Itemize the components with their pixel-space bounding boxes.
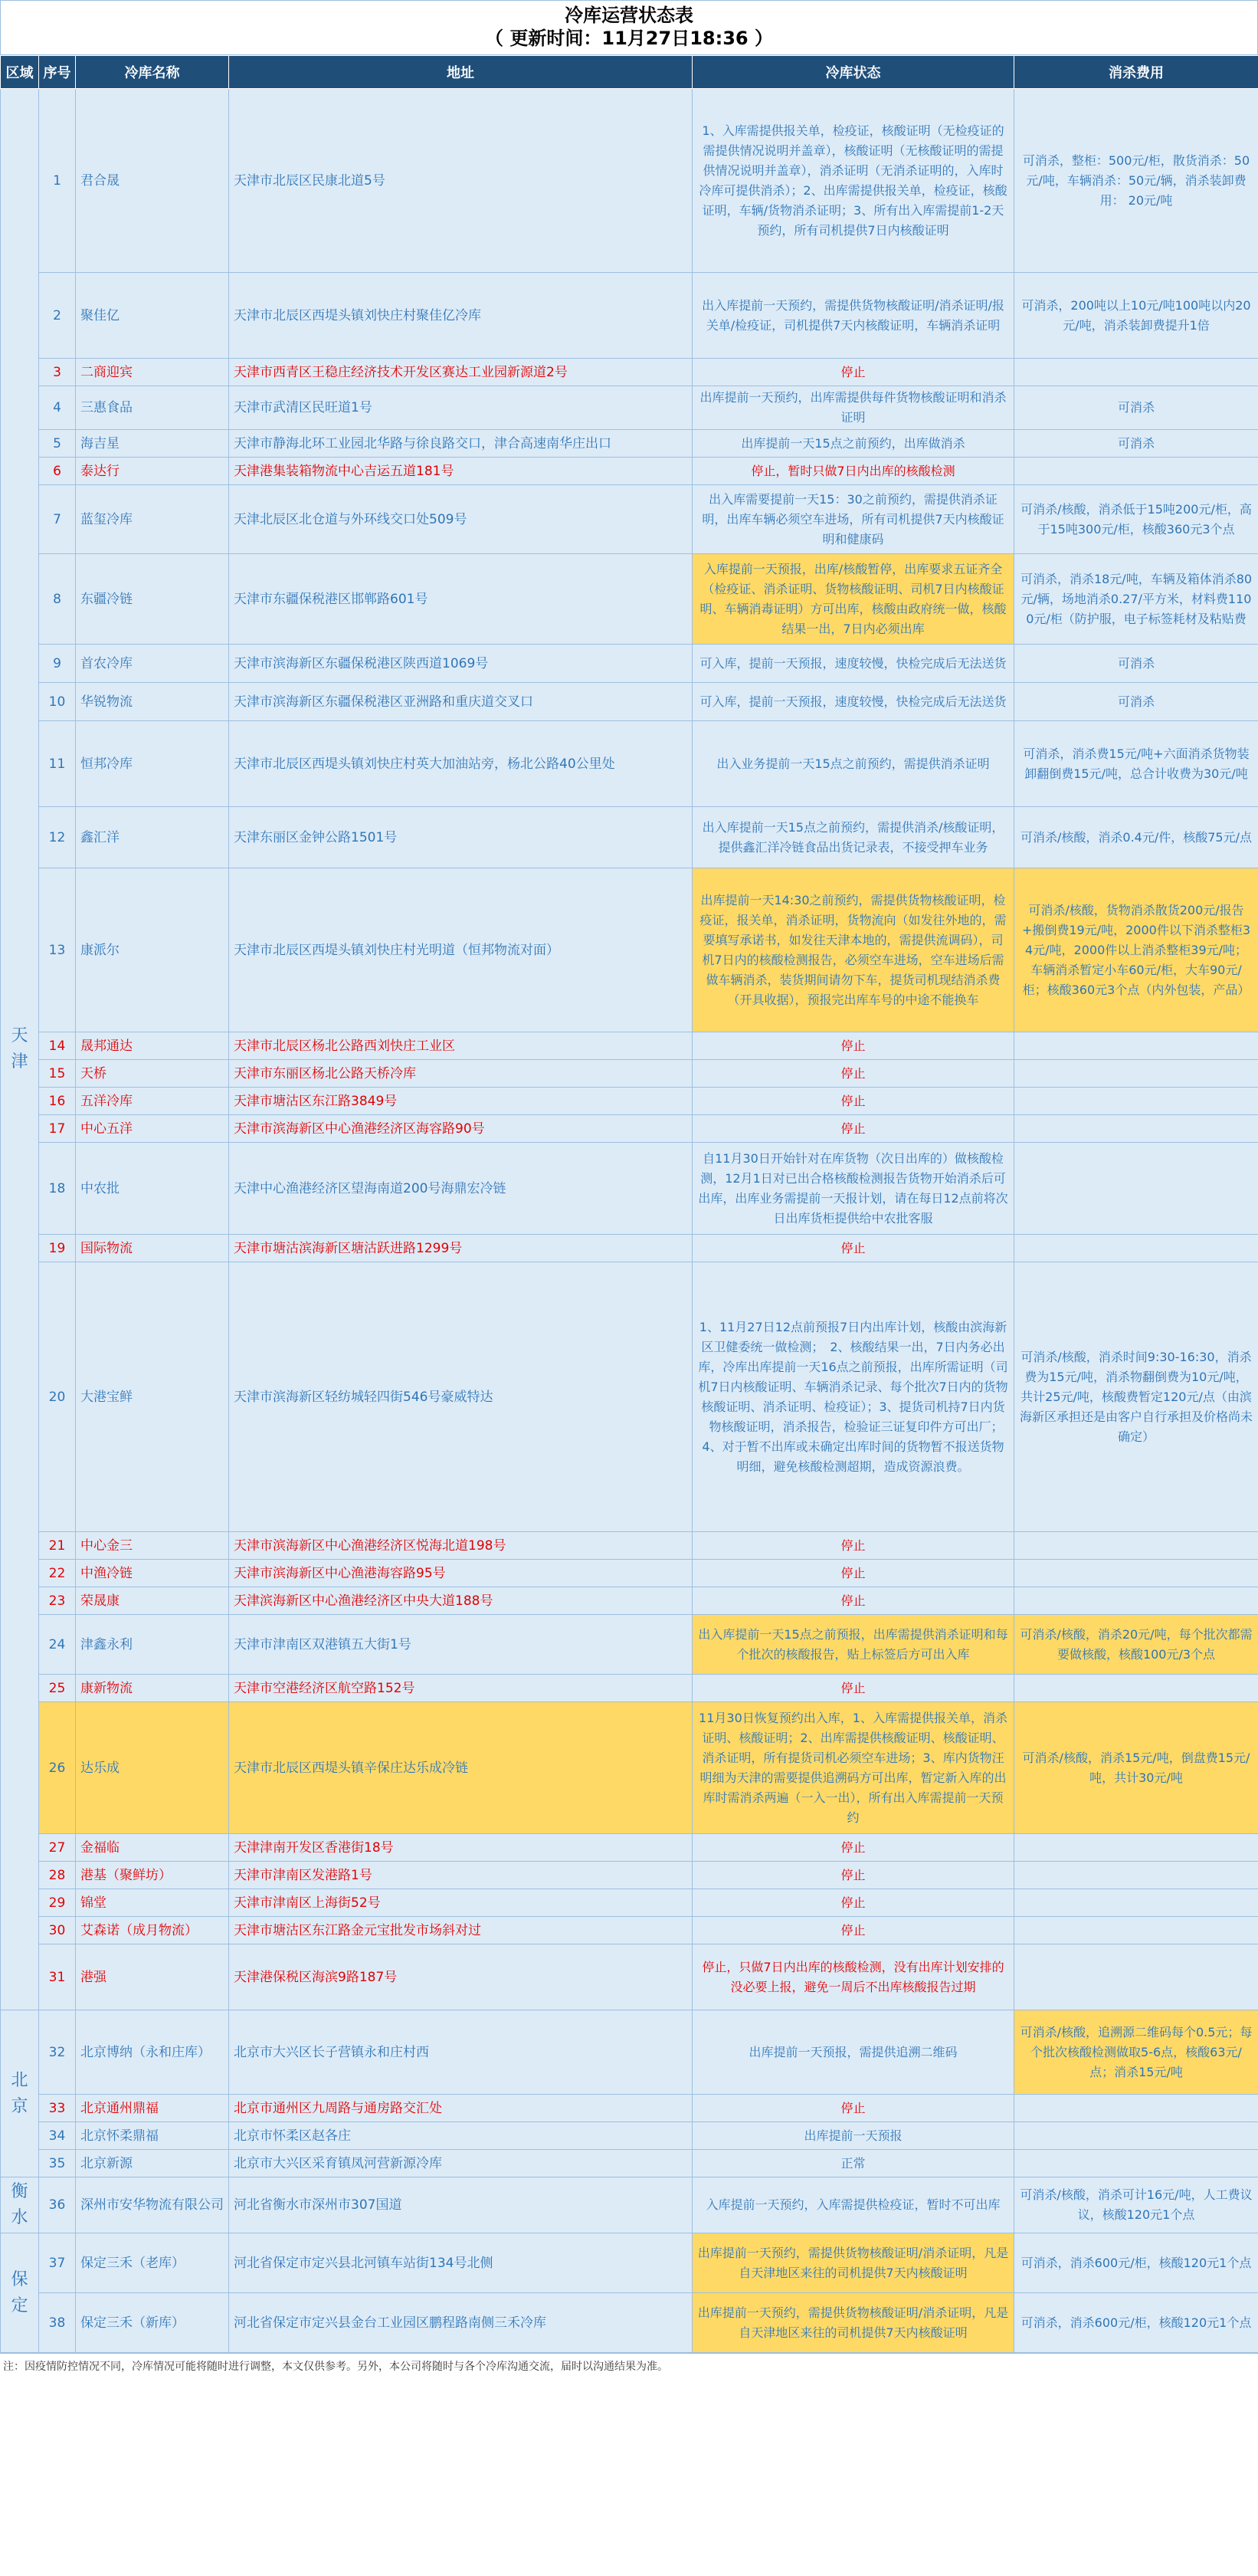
storage-name: 鑫汇洋 xyxy=(76,807,229,868)
storage-name: 达乐成 xyxy=(76,1702,229,1834)
table-row xyxy=(1,2122,1258,2150)
region-char: 衡 xyxy=(11,2182,28,2201)
row-number: 23 xyxy=(39,1587,76,1615)
storage-address: 天津市津南区发港路1号 xyxy=(229,1862,693,1889)
row-number: 15 xyxy=(39,1060,76,1088)
row-number: 6 xyxy=(39,458,76,485)
table-row xyxy=(1,1834,1258,1862)
table-row xyxy=(1,2150,1258,2177)
row-number: 19 xyxy=(39,1235,76,1262)
row-number: 2 xyxy=(39,273,76,359)
storage-name: 康派尔 xyxy=(76,868,229,1032)
table-row xyxy=(1,1917,1258,1944)
storage-address: 天津市津南区上海街52号 xyxy=(229,1889,693,1917)
storage-name: 首农冷库 xyxy=(76,645,229,683)
storage-status: 1、11月27日12点前预报7日内出库计划，核酸由滨海新区卫健委统一做检测； 2、核酸结果一出，7日内务必出库，冷库出库提前一天16点之前预报，出库所需证明（司机7日内核酸证明、车辆消杀记录、每个批次7日内的货物核酸证明、消杀证明、检疫证）；3、提货司机持7日内货物核酸证明，消杀报告，检验证三证复印件方可出厂； 4、对于暂不出库或未确定出库时间的货物暂不报送货物明细，避免核酸检测超期，造成资源浪费。 xyxy=(693,1262,1014,1532)
storage-name: 华锐物流 xyxy=(76,683,229,721)
storage-address: 天津市滨海新区中心渔港海容路95号 xyxy=(229,1560,693,1587)
storage-address: 天津市北辰区杨北公路西刘快庄工业区 xyxy=(229,1032,693,1060)
storage-address: 天津中心渔港经济区望海南道200号海鼎宏冷链 xyxy=(229,1143,693,1235)
row-number: 35 xyxy=(39,2150,76,2177)
row-number: 36 xyxy=(39,2177,76,2233)
row-number: 1 xyxy=(39,89,76,273)
row-number: 28 xyxy=(39,1862,76,1889)
storage-status: 出入业务提前一天15点之前预约，需提供消杀证明 xyxy=(693,721,1014,807)
disinfection-fee xyxy=(1014,1889,1258,1917)
table-row xyxy=(1,1088,1258,1115)
table-row xyxy=(1,645,1258,683)
table-row xyxy=(1,430,1258,458)
page-title: 冷库运营状态表 xyxy=(565,5,693,26)
disinfection-fee xyxy=(1014,359,1258,386)
storage-status: 出库提前一天预约，需提供货物核酸证明/消杀证明，凡是自天津地区来往的司机提供7天内核酸证明 xyxy=(693,2293,1014,2353)
row-number: 24 xyxy=(39,1615,76,1675)
cold-storage-table xyxy=(0,55,1258,2353)
row-number: 31 xyxy=(39,1944,76,2010)
storage-name: 锦堂 xyxy=(76,1889,229,1917)
row-number: 29 xyxy=(39,1889,76,1917)
storage-status: 停止，暂时只做7日内出库的核酸检测 xyxy=(693,458,1014,485)
storage-status: 停止，只做7日内出库的核酸检测，没有出库计划安排的没必要上报，避免一周后不出库核酸报告过期 xyxy=(693,1944,1014,2010)
row-number: 38 xyxy=(39,2293,76,2353)
storage-name: 津鑫永利 xyxy=(76,1615,229,1675)
storage-name: 国际物流 xyxy=(76,1235,229,1262)
storage-name: 北京怀柔鼎福 xyxy=(76,2122,229,2150)
disinfection-fee: 可消杀/核酸，消杀可计16元/吨，人工费议议，核酸120元1个点 xyxy=(1014,2177,1258,2233)
storage-name: 中渔冷链 xyxy=(76,1560,229,1587)
region-cell xyxy=(1,2177,39,2233)
table-row xyxy=(1,359,1258,386)
table-row xyxy=(1,1115,1258,1143)
storage-status: 正常 xyxy=(693,2150,1014,2177)
storage-name: 中农批 xyxy=(76,1143,229,1235)
storage-name: 中心金三 xyxy=(76,1532,229,1560)
table-row xyxy=(1,1862,1258,1889)
storage-name: 海吉星 xyxy=(76,430,229,458)
storage-address: 天津滨海新区中心渔港经济区中央大道188号 xyxy=(229,1587,693,1615)
storage-address: 天津北辰区北仓道与外环线交口处509号 xyxy=(229,485,693,554)
disinfection-fee: 可消杀 xyxy=(1014,683,1258,721)
storage-status: 停止 xyxy=(693,1834,1014,1862)
table-row xyxy=(1,1560,1258,1587)
storage-address: 天津市塘沽滨海新区塘沽跃进路1299号 xyxy=(229,1235,693,1262)
disinfection-fee: 可消杀 xyxy=(1014,645,1258,683)
footnote: 注：因疫情防控情况不同，冷库情况可能将随时进行调整，本文仅供参考。另外，本公司将随时与各个冷库沟通交流，届时以沟通结果为准。 xyxy=(0,2353,1258,2378)
table-row xyxy=(1,1615,1258,1675)
disinfection-fee: 可消杀/核酸，货物消杀散货200元/报告+搬倒费19元/吨，2000件以下消杀整柜34元/吨，2000件以上消杀整柜39元/吨；车辆消杀暂定小车60元/柜，大车90元/柜；核酸360元3个点（内外包装，产品） xyxy=(1014,868,1258,1032)
storage-name: 保定三禾（老库） xyxy=(76,2233,229,2293)
storage-name: 泰达行 xyxy=(76,458,229,485)
region-cell xyxy=(1,2010,39,2177)
table-row xyxy=(1,2010,1258,2095)
storage-status: 停止 xyxy=(693,1532,1014,1560)
storage-status: 出入库提前一天15点之前预约，需提供消杀/核酸证明，提供鑫汇洋冷链食品出货记录表，不接受押车业务 xyxy=(693,807,1014,868)
row-number: 27 xyxy=(39,1834,76,1862)
disinfection-fee: 可消杀，消杀600元/柜，核酸120元1个点 xyxy=(1014,2233,1258,2293)
row-number: 34 xyxy=(39,2122,76,2150)
region-cell xyxy=(1,89,39,2010)
storage-status: 停止 xyxy=(693,1235,1014,1262)
table-row xyxy=(1,1235,1258,1262)
storage-address: 天津市西青区王稳庄经济技术开发区赛达工业园新源道2号 xyxy=(229,359,693,386)
storage-status: 自11月30日开始针对在库货物（次日出库的）做核酸检测，12月1日对已出合格核酸检测报告货物开始消杀后可出库，出库业务需提前一天报计划，请在每日12点前将次日出库货柜提供给中农批客服 xyxy=(693,1143,1014,1235)
storage-status: 可入库，提前一天预报，速度较慢，快检完成后无法送货 xyxy=(693,645,1014,683)
row-number: 17 xyxy=(39,1115,76,1143)
storage-name: 恒邦冷库 xyxy=(76,721,229,807)
row-number: 18 xyxy=(39,1143,76,1235)
storage-name: 三惠食品 xyxy=(76,386,229,430)
disinfection-fee: 可消杀 xyxy=(1014,430,1258,458)
table-row xyxy=(1,1532,1258,1560)
storage-name: 北京通州鼎福 xyxy=(76,2095,229,2122)
table-row xyxy=(1,2293,1258,2353)
table-row xyxy=(1,554,1258,645)
storage-address: 北京市怀柔区赵各庄 xyxy=(229,2122,693,2150)
storage-address: 天津市北辰区西堤头镇刘快庄村英大加油站旁，杨北公路40公里处 xyxy=(229,721,693,807)
region-char: 天 xyxy=(11,1026,28,1045)
disinfection-fee xyxy=(1014,1060,1258,1088)
table-row xyxy=(1,807,1258,868)
update-time: （ 更新时间：11月27日18:36 ） xyxy=(485,28,773,49)
storage-name: 金福临 xyxy=(76,1834,229,1862)
storage-address: 天津市滨海新区中心渔港经济区悦海北道198号 xyxy=(229,1532,693,1560)
disinfection-fee xyxy=(1014,2095,1258,2122)
storage-address: 天津市北辰区民康北道5号 xyxy=(229,89,693,273)
disinfection-fee: 可消杀，200吨以上10元/吨100吨以内20元/吨，消杀装卸费提升1倍 xyxy=(1014,273,1258,359)
header-region: 区域 xyxy=(1,56,39,89)
row-number: 9 xyxy=(39,645,76,683)
row-number: 30 xyxy=(39,1917,76,1944)
table-row xyxy=(1,386,1258,430)
region-cell xyxy=(1,2233,39,2353)
row-number: 20 xyxy=(39,1262,76,1532)
storage-address: 天津津南开发区香港街18号 xyxy=(229,1834,693,1862)
table-row xyxy=(1,1675,1258,1702)
storage-name: 中心五洋 xyxy=(76,1115,229,1143)
disinfection-fee: 可消杀，消杀费15元/吨+六面消杀货物装卸翻倒费15元/吨，总合计收费为30元/吨 xyxy=(1014,721,1258,807)
header-address: 地址 xyxy=(229,56,693,89)
table-row xyxy=(1,1702,1258,1834)
disinfection-fee: 可消杀/核酸，追溯源二维码每个0.5元；每个批次核酸检测做取5-6点，核酸63元/点；消杀15元/吨 xyxy=(1014,2010,1258,2095)
storage-address: 北京市通州区九周路与通房路交汇处 xyxy=(229,2095,693,2122)
table-row xyxy=(1,683,1258,721)
storage-status: 停止 xyxy=(693,1032,1014,1060)
storage-name: 蓝玺冷库 xyxy=(76,485,229,554)
storage-status: 出入库提前一天预约，需提供货物核酸证明/消杀证明/报关单/检疫证，司机提供7天内核酸证明，车辆消杀证明 xyxy=(693,273,1014,359)
row-number: 37 xyxy=(39,2233,76,2293)
disinfection-fee: 可消杀/核酸，消杀低于15吨200元/柜，高于15吨300元/柜，核酸360元3个点 xyxy=(1014,485,1258,554)
table-row xyxy=(1,1587,1258,1615)
header-status: 冷库状态 xyxy=(693,56,1014,89)
disinfection-fee: 可消杀，消杀18元/吨，车辆及箱体消杀80元/辆，场地消杀0.27/平方米，材料费1100元/柜（防护服，电子标签耗材及粘贴费 xyxy=(1014,554,1258,645)
row-number: 33 xyxy=(39,2095,76,2122)
row-number: 4 xyxy=(39,386,76,430)
storage-status: 出库提前一天预约，需提供货物核酸证明/消杀证明，凡是自天津地区来往的司机提供7天内核酸证明 xyxy=(693,2233,1014,2293)
table-row xyxy=(1,89,1258,273)
table-row xyxy=(1,1060,1258,1088)
storage-status: 停止 xyxy=(693,359,1014,386)
table-row xyxy=(1,1143,1258,1235)
row-number: 3 xyxy=(39,359,76,386)
storage-address: 天津港集装箱物流中心吉运五道181号 xyxy=(229,458,693,485)
disinfection-fee xyxy=(1014,1675,1258,1702)
disinfection-fee xyxy=(1014,458,1258,485)
storage-status: 出入库需要提前一天15：30之前预约，需提供消杀证明，出库车辆必须空车进场，所有司机提供7天内核酸证明和健康码 xyxy=(693,485,1014,554)
disinfection-fee: 可消杀/核酸，消杀20元/吨，每个批次都需要做核酸，核酸100元/3个点 xyxy=(1014,1615,1258,1675)
row-number: 22 xyxy=(39,1560,76,1587)
storage-name: 艾森诺（成月物流） xyxy=(76,1917,229,1944)
storage-status: 入库提前一天预约，入库需提供检疫证，暂时不可出库 xyxy=(693,2177,1014,2233)
storage-status: 停止 xyxy=(693,1115,1014,1143)
storage-status: 出库提前一天15点之前预约，出库做消杀 xyxy=(693,430,1014,458)
disinfection-fee: 可消杀，整柜：500元/柜，散货消杀：50元/吨，车辆消杀：50元/辆，消杀装卸费用： 20元/吨 xyxy=(1014,89,1258,273)
row-number: 25 xyxy=(39,1675,76,1702)
disinfection-fee: 可消杀/核酸，消杀0.4元/件，核酸75元/点 xyxy=(1014,807,1258,868)
storage-address: 天津市津南区双港镇五大街1号 xyxy=(229,1615,693,1675)
storage-address: 天津市武清区民旺道1号 xyxy=(229,386,693,430)
row-number: 10 xyxy=(39,683,76,721)
storage-name: 天桥 xyxy=(76,1060,229,1088)
disinfection-fee xyxy=(1014,1532,1258,1560)
disinfection-fee xyxy=(1014,1115,1258,1143)
region-char: 定 xyxy=(11,2295,28,2315)
header-row xyxy=(1,56,1258,89)
storage-address: 天津市滨海新区东疆保税港区陕西道1069号 xyxy=(229,645,693,683)
table-row xyxy=(1,1944,1258,2010)
storage-status: 可入库，提前一天预报，速度较慢，快检完成后无法送货 xyxy=(693,683,1014,721)
storage-name: 北京博纳（永和庄库） xyxy=(76,2010,229,2095)
disinfection-fee xyxy=(1014,2150,1258,2177)
region-char: 北 xyxy=(11,2070,28,2090)
table-row xyxy=(1,485,1258,554)
storage-name: 深州市安华物流有限公司 xyxy=(76,2177,229,2233)
row-number: 7 xyxy=(39,485,76,554)
storage-address: 天津市北辰区西堤头镇刘快庄村聚佳亿冷库 xyxy=(229,273,693,359)
row-number: 5 xyxy=(39,430,76,458)
disinfection-fee xyxy=(1014,1834,1258,1862)
header-name: 冷库名称 xyxy=(76,56,229,89)
row-number: 14 xyxy=(39,1032,76,1060)
storage-address: 北京市大兴区长子营镇永和庄村西 xyxy=(229,2010,693,2095)
row-number: 12 xyxy=(39,807,76,868)
row-number: 32 xyxy=(39,2010,76,2095)
table-row xyxy=(1,868,1258,1032)
disinfection-fee: 可消杀，消杀600元/柜，核酸120元1个点 xyxy=(1014,2293,1258,2353)
row-number: 11 xyxy=(39,721,76,807)
storage-status: 停止 xyxy=(693,1060,1014,1088)
storage-status: 停止 xyxy=(693,2095,1014,2122)
storage-status: 出库提前一天预约，出库需提供每件货物核酸证明和消杀证明 xyxy=(693,386,1014,430)
storage-status: 停止 xyxy=(693,1917,1014,1944)
storage-address: 天津市塘沽区东江路金元宝批发市场斜对过 xyxy=(229,1917,693,1944)
storage-status: 停止 xyxy=(693,1675,1014,1702)
storage-address: 天津市滨海新区轻纺城轻四街546号豪威特达 xyxy=(229,1262,693,1532)
storage-status: 出入库提前一天15点之前预报，出库需提供消杀证明和每个批次的核酸报告，贴上标签后方可出入库 xyxy=(693,1615,1014,1675)
storage-status: 出库提前一天预报 xyxy=(693,2122,1014,2150)
row-number: 16 xyxy=(39,1088,76,1115)
table-row xyxy=(1,2177,1258,2233)
storage-status: 1、入库需提供报关单，检疫证，核酸证明（无检疫证的需提供情况说明并盖章），核酸证明（无核酸证明的需提供情况说明并盖章），消杀证明（无消杀证明的，入库时冷库可提供消杀）；2、出库需提供报关单，检疫证，核酸证明，车辆/货物消杀证明；3、所有出入库需提前1-2天预约，所有司机提供7日内核酸证明 xyxy=(693,89,1014,273)
table-row xyxy=(1,458,1258,485)
table-row xyxy=(1,2095,1258,2122)
storage-status: 入库提前一天预报，出库/核酸暂停，出库要求五证齐全（检疫证、消杀证明、货物核酸证明、司机7日内核酸证明、车辆消毒证明）方可出库，核酸由政府统一做，核酸结果一出，7日内必须出库 xyxy=(693,554,1014,645)
title-box xyxy=(0,0,1258,55)
row-number: 26 xyxy=(39,1702,76,1834)
storage-name: 港基（聚鲜坊） xyxy=(76,1862,229,1889)
storage-status: 停止 xyxy=(693,1889,1014,1917)
region-char: 保 xyxy=(11,2269,28,2289)
table-row xyxy=(1,1032,1258,1060)
disinfection-fee: 可消杀 xyxy=(1014,386,1258,430)
storage-status: 11月30日恢复预约出入库，1、入库需提供报关单，消杀证明、核酸证明；2、出库需提供核酸证明、核酸证明、消杀证明，所有提货司机必须空车进场；3、库内货物汪明细为天津的需要提供追溯码方可出库，暂定新入库的出库时需消杀两遍（一入一出），所有出入库需提前一天预约 xyxy=(693,1702,1014,1834)
row-number: 13 xyxy=(39,868,76,1032)
storage-address: 天津东丽区金钟公路1501号 xyxy=(229,807,693,868)
row-number: 21 xyxy=(39,1532,76,1560)
storage-address: 河北省保定市定兴县北河镇车站街134号北侧 xyxy=(229,2233,693,2293)
disinfection-fee xyxy=(1014,1917,1258,1944)
storage-name: 大港宝鲜 xyxy=(76,1262,229,1532)
storage-name: 君合晟 xyxy=(76,89,229,273)
storage-address: 天津市东疆保税港区邯郸路601号 xyxy=(229,554,693,645)
storage-name: 保定三禾（新库） xyxy=(76,2293,229,2353)
table-row xyxy=(1,2233,1258,2293)
storage-address: 河北省衡水市深州市307国道 xyxy=(229,2177,693,2233)
storage-name: 东疆冷链 xyxy=(76,554,229,645)
disinfection-fee xyxy=(1014,2122,1258,2150)
disinfection-fee xyxy=(1014,1143,1258,1235)
storage-name: 荣晟康 xyxy=(76,1587,229,1615)
storage-name: 北京新源 xyxy=(76,2150,229,2177)
region-char: 水 xyxy=(11,2208,28,2227)
storage-address: 天津市东丽区杨北公路天桥冷库 xyxy=(229,1060,693,1088)
storage-status: 停止 xyxy=(693,1587,1014,1615)
storage-name: 聚佳亿 xyxy=(76,273,229,359)
region-char: 津 xyxy=(11,1052,28,1071)
storage-address: 天津市北辰区西堤头镇刘快庄村光明道（恒邦物流对面） xyxy=(229,868,693,1032)
disinfection-fee xyxy=(1014,1088,1258,1115)
storage-address: 河北省保定市定兴县金台工业园区鹏程路南侧三禾冷库 xyxy=(229,2293,693,2353)
storage-address: 天津市塘沽区东江路3849号 xyxy=(229,1088,693,1115)
region-char: 京 xyxy=(11,2096,28,2116)
disinfection-fee xyxy=(1014,1862,1258,1889)
table-row xyxy=(1,1889,1258,1917)
storage-address: 天津市北辰区西堤头镇辛保庄达乐成冷链 xyxy=(229,1702,693,1834)
storage-status: 停止 xyxy=(693,1862,1014,1889)
disinfection-fee xyxy=(1014,1032,1258,1060)
disinfection-fee xyxy=(1014,1235,1258,1262)
storage-address: 天津市静海北环工业园北华路与徐良路交口，津合高速南华庄出口 xyxy=(229,430,693,458)
storage-name: 港强 xyxy=(76,1944,229,2010)
disinfection-fee xyxy=(1014,1560,1258,1587)
storage-status: 停止 xyxy=(693,1088,1014,1115)
table-row xyxy=(1,273,1258,359)
storage-name: 二商迎宾 xyxy=(76,359,229,386)
storage-address: 北京市大兴区采育镇凤河营新源冷库 xyxy=(229,2150,693,2177)
storage-address: 天津市空港经济区航空路152号 xyxy=(229,1675,693,1702)
disinfection-fee xyxy=(1014,1944,1258,2010)
header-no: 序号 xyxy=(39,56,76,89)
storage-name: 晟邦通达 xyxy=(76,1032,229,1060)
storage-address: 天津市滨海新区中心渔港经济区海容路90号 xyxy=(229,1115,693,1143)
disinfection-fee: 可消杀/核酸，消杀15元/吨，倒盘费15元/吨，共计30元/吨 xyxy=(1014,1702,1258,1834)
storage-address: 天津市滨海新区东疆保税港区亚洲路和重庆道交叉口 xyxy=(229,683,693,721)
storage-name: 康新物流 xyxy=(76,1675,229,1702)
storage-status: 出库提前一天14:30之前预约，需提供货物核酸证明，检疫证，报关单，消杀证明，货物流向（如发往外地的，需要填写承诺书，如发往天津本地的，需提供流调码），司机7日内的核酸检测报告，必须空车进场，空车进场后需做车辆消杀，装货期间请勿下车，提货司机现结消杀费（开具收据），预报完出库车号的中途不能换车 xyxy=(693,868,1014,1032)
storage-address: 天津港保税区海滨9路187号 xyxy=(229,1944,693,2010)
table-row xyxy=(1,721,1258,807)
disinfection-fee: 可消杀/核酸，消杀时间9:30-16:30，消杀费为15元/吨，消杀物翻倒费为10元/吨，共计25元/吨，核酸费暂定120元/点（由滨海新区承担还是由客户自行承担及价格尚未确定） xyxy=(1014,1262,1258,1532)
storage-status: 出库提前一天预报，需提供追溯二维码 xyxy=(693,2010,1014,2095)
row-number: 8 xyxy=(39,554,76,645)
header-fee: 消杀费用 xyxy=(1014,56,1258,89)
table-row xyxy=(1,1262,1258,1532)
disinfection-fee xyxy=(1014,1587,1258,1615)
storage-name: 五洋冷库 xyxy=(76,1088,229,1115)
storage-status: 停止 xyxy=(693,1560,1014,1587)
